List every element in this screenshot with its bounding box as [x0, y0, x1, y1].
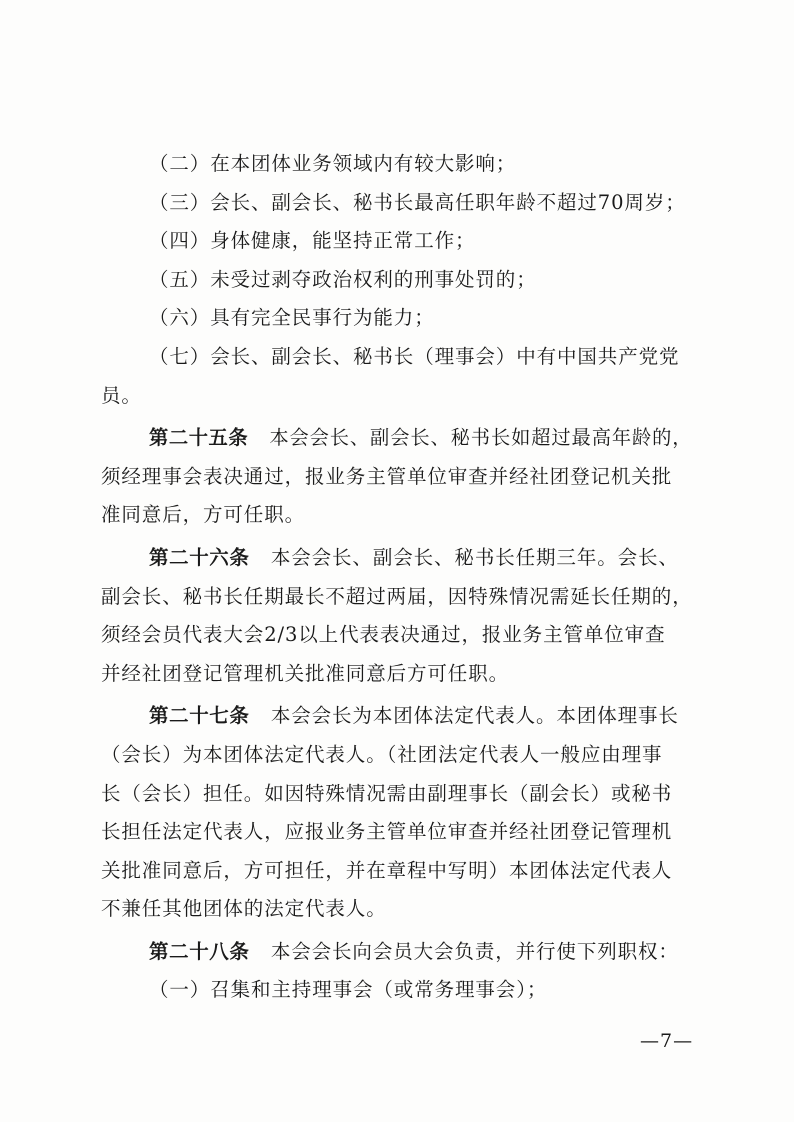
article-26-first-line	[101, 539, 693, 578]
article-26	[101, 539, 693, 693]
article-27-first-line	[101, 697, 693, 736]
page-number: —7—	[640, 1030, 694, 1052]
clause-3: （三）会长、副会长、秘书长最高任职年龄不超过70周岁；	[149, 190, 686, 214]
clause-7-continued: 员。	[101, 383, 142, 407]
article-27-line: 长（会长）担任。如因特殊情况需由副理事长（副会长）或秘书	[101, 781, 673, 805]
article-25-line: 须经理事会表决通过，报业务主管单位审查并经社团登记机关批	[101, 464, 673, 488]
article-28-clause-1: （一）召集和主持理事会（或常务理事会）；	[149, 978, 548, 1002]
clause-2: （二）在本团体业务领域内有较大影响；	[149, 152, 517, 175]
article-26-line: 须经会员代表大会2/3以上代表表决通过，报业务主管单位审查	[101, 623, 666, 647]
clause-7: （七）会长、副会长、秘书长（理事会）中有中国共产党党	[149, 344, 680, 368]
article-28	[101, 933, 693, 1010]
clause-4: （四）身体健康，能坚持正常工作；	[149, 229, 476, 253]
article-27	[101, 697, 693, 929]
article-25-line: 准同意后，方可任职。	[101, 503, 306, 527]
article-28-first-line	[101, 933, 693, 972]
article-27-line: 关批准同意后，方可担任，并在章程中写明）本团体法定代表人	[101, 858, 673, 882]
article-28-title: 第二十八条	[149, 939, 250, 963]
article-26-line: 并经社团登记管理机关批准同意后方可任职。	[101, 661, 510, 685]
article-25-text: 本会会长、副会长、秘书长如超过最高年龄的，	[269, 426, 693, 450]
article-27-line: 不兼任其他团体的法定代表人。	[101, 897, 387, 921]
article-25-title: 第二十五条	[149, 426, 249, 450]
article-26-line: 副会长、秘书长任期最长不超过两届，因特殊情况需延长任期的，	[101, 584, 693, 608]
article-26-title: 第二十六条	[149, 545, 250, 569]
article-25	[101, 419, 693, 535]
article-26-text: 本会会长、副会长、秘书长任期三年。会长、	[270, 545, 679, 569]
article-27-line: （会长）为本团体法定代表人。（社团法定代表人一般应由理事	[101, 742, 663, 766]
article-28-text: 本会会长向会员大会负责，并行使下列职权：	[270, 939, 679, 963]
article-27-text: 本会会长为本团体法定代表人。本团体理事长	[270, 704, 679, 728]
article-27-title: 第二十七条	[149, 704, 250, 728]
clause-6: （六）具有完全民事行为能力；	[149, 306, 435, 330]
article-27-line: 长担任法定代表人，应报业务主管单位审查并经社团登记管理机	[101, 820, 673, 844]
article-25-first-line	[101, 419, 693, 458]
clause-5: （五）未受过剥夺政治权利的刑事处罚的；	[149, 267, 537, 291]
document-body	[101, 145, 693, 1010]
